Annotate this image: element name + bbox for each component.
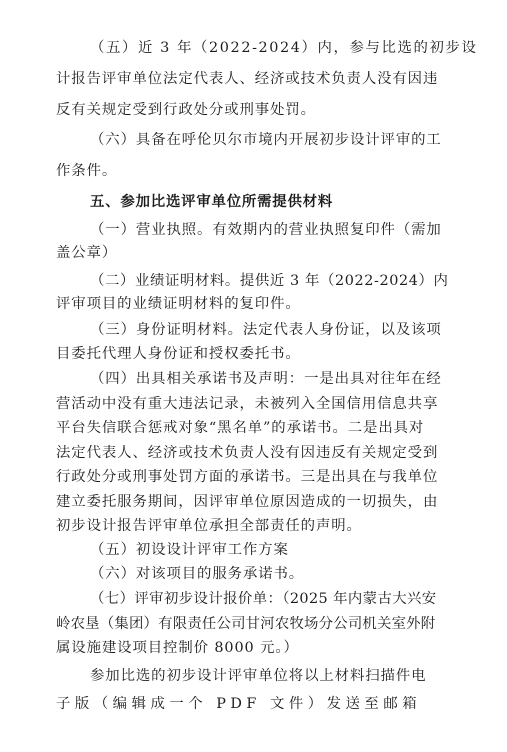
paragraph-line: （六）具备在呼伦贝尔市境内开展初步设计评审的工 (90, 132, 442, 148)
paragraph-line: （五）初设设计评审工作方案 (90, 542, 289, 558)
paragraph-line: 参加比选的初步设计评审单位将以上材料扫描件电 (90, 668, 427, 684)
paragraph-line: （七）评审初步设计报价单：（2025 年内蒙古大兴安 (90, 591, 437, 607)
paragraph-line: 建立委托服务期间，因评审单位原因造成的一切损失，由 (56, 494, 439, 510)
paragraph-line: 子版（编辑成一个 PDF 文件）发送至邮箱 (56, 696, 422, 712)
paragraph-line: （二）业绩证明材料。提供近 3 年（2022-2024）内 (90, 273, 449, 289)
paragraph-line: （六）对该项目的服务承诺书。 (90, 566, 305, 582)
paragraph-line: 法定代表人、经济或技术负责人没有因违反有关规定受到 (56, 445, 439, 461)
paragraph-line: （四）出具相关承诺书及声明：一是出具对往年在经 (90, 371, 442, 387)
paragraph-line: 行政处分或刑事处罚方面的承诺书。三是出具在与我单位 (56, 469, 439, 485)
paragraph-line: 盖公章） (56, 245, 118, 261)
paragraph-line: 平台失信联合惩戒对象“黑名单”的承诺书。二是出具对 (56, 420, 425, 436)
paragraph-line: （三）身份证明材料。法定代表人身份证，以及该项 (90, 322, 442, 338)
paragraph-line: （一）营业执照。有效期内的营业执照复印件（需加 (90, 222, 442, 238)
paragraph-line: 计报告评审单位法定代表人、经济或技术负责人没有因违 (56, 71, 439, 87)
paragraph-line: 营活动中没有重大违法记录，未被列入全国信用信息共享 (56, 396, 439, 412)
paragraph-line: 反有关规定受到行政处分或刑事处罚。 (56, 102, 316, 118)
section-heading: 五、参加比选评审单位所需提供材料 (90, 193, 334, 210)
paragraph-line: （五）近 3 年（2022-2024）内，参与比选的初步设 (90, 40, 478, 56)
paragraph-line: 作条件。 (56, 163, 118, 179)
paragraph-line: 目委托代理人身份证和授权委托书。 (56, 346, 301, 362)
paragraph-line: 岭农垦（集团）有限责任公司甘河农牧场分公司机关室外附 (56, 616, 436, 632)
paragraph-line: 初步设计报告评审单位承担全部责任的声明。 (56, 518, 362, 534)
paragraph-line: 属设施建设项目控制价 8000 元。） (56, 640, 299, 656)
paragraph-line: 评审项目的业绩证明材料的复印件。 (56, 296, 301, 312)
